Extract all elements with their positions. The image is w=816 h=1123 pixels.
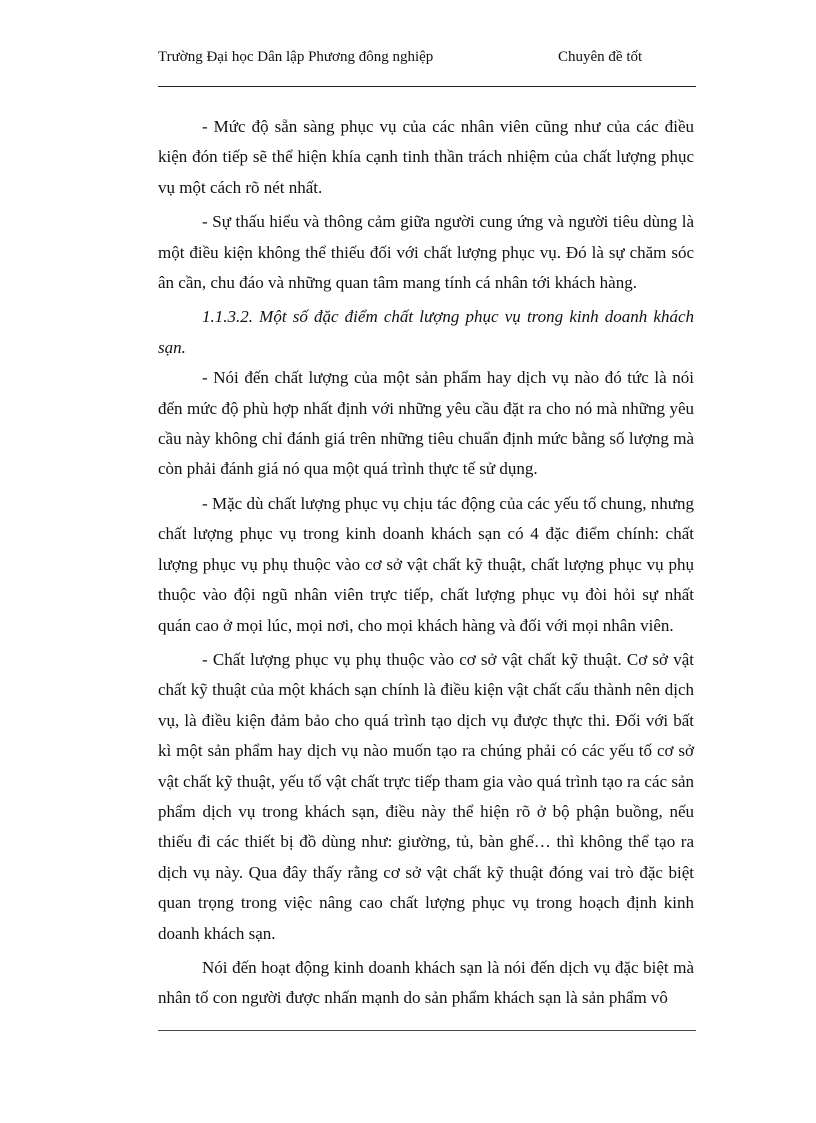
header-divider [158, 86, 696, 87]
header-document-type: Chuyên đề tốt [558, 49, 643, 65]
section-heading: 1.1.3.2. Một số đặc điểm chất lượng phục vụ trong kinh doanh khách sạn. [158, 307, 694, 357]
paragraph-four-characteristics: - Mặc dù chất lượng phục vụ chịu tác động của các yếu tố chung, nhưng chất lượng phục vụ trong kinh doanh khách sạn có 4 đặc điểm chính: chất lượng phục vụ phụ thuộc vào cơ sở vật chất kỹ thuật, chất lượng phục vụ phụ thuộc vào đội ngũ nhân viên trực tiếp, chất lượng phục vụ đòi hỏi sự nhất quán cao ở mọi lúc, mọi nơi, cho mọi khách hàng và đối với mọi nhân viên. [158, 493, 694, 635]
paragraph-understanding-empathy: - Sự thấu hiểu và thông cảm giữa người cung ứng và người tiêu dùng là một điều kiện không thể thiếu đối với chất lượng phục vụ. Đó là sự chăm sóc ân cần, chu đáo và những quan tâm mang tính cá nhân tới khách hàng. [158, 212, 694, 293]
paragraph-human-factor: Nói đến hoạt động kinh doanh khách sạn là nói đến dịch vụ đặc biệt mà nhân tố con người được nhấn mạnh do sản phẩm khách sạn là sản phẩm vô [158, 957, 694, 1008]
body-text [158, 112, 694, 1014]
paragraph-quality-definition: - Nói đến chất lượng của một sản phẩm hay dịch vụ nào đó tức là nói đến mức độ phù hợp nhất định với những yêu cầu đặt ra cho nó mà những yêu cầu này không chỉ đánh giá trên những tiêu chuẩn định mức bằng số lượng mà còn phải đánh giá nó qua một quá trình thực tế sử dụng. [158, 368, 694, 479]
header-institution: Trường Đại học Dân lập Phương đông nghiệp [158, 49, 434, 65]
footer-divider [158, 1030, 696, 1031]
paragraph-service-readiness: - Mức độ sẵn sàng phục vụ của các nhân viên cũng như của các điều kiện đón tiếp sẽ thể hiện khía cạnh tinh thần trách nhiệm của chất lượng phục vụ một cách rõ nét nhất. [158, 117, 694, 197]
paragraph-physical-facilities: - Chất lượng phục vụ phụ thuộc vào cơ sở vật chất kỹ thuật. Cơ sở vật chất kỹ thuật của một khách sạn chính là điều kiện vật chất cấu thành nên dịch vụ, là điều kiện đảm bảo cho quá trình tạo dịch vụ được thực thi. Đối với bất kì một sản phẩm hay dịch vụ nào muốn tạo ra chúng phải có các yếu tố cơ sở vật chất kỹ thuật, yếu tố vật chất trực tiếp tham gia vào quá trình tạo ra các sản phẩm dịch vụ trong khách sạn, điều này thể hiện rõ ở bộ phận buồng, nếu thiếu đi các thiết bị đồ dùng như: giường, tủ, bàn ghế… thì không thể tạo ra dịch vụ này. Qua đây thấy rằng cơ sở vật chất kỹ thuật đóng vai trò đặc biệt quan trọng trong việc nâng cao chất lượng phục vụ trong hoạch định kinh doanh khách sạn. [158, 649, 694, 943]
